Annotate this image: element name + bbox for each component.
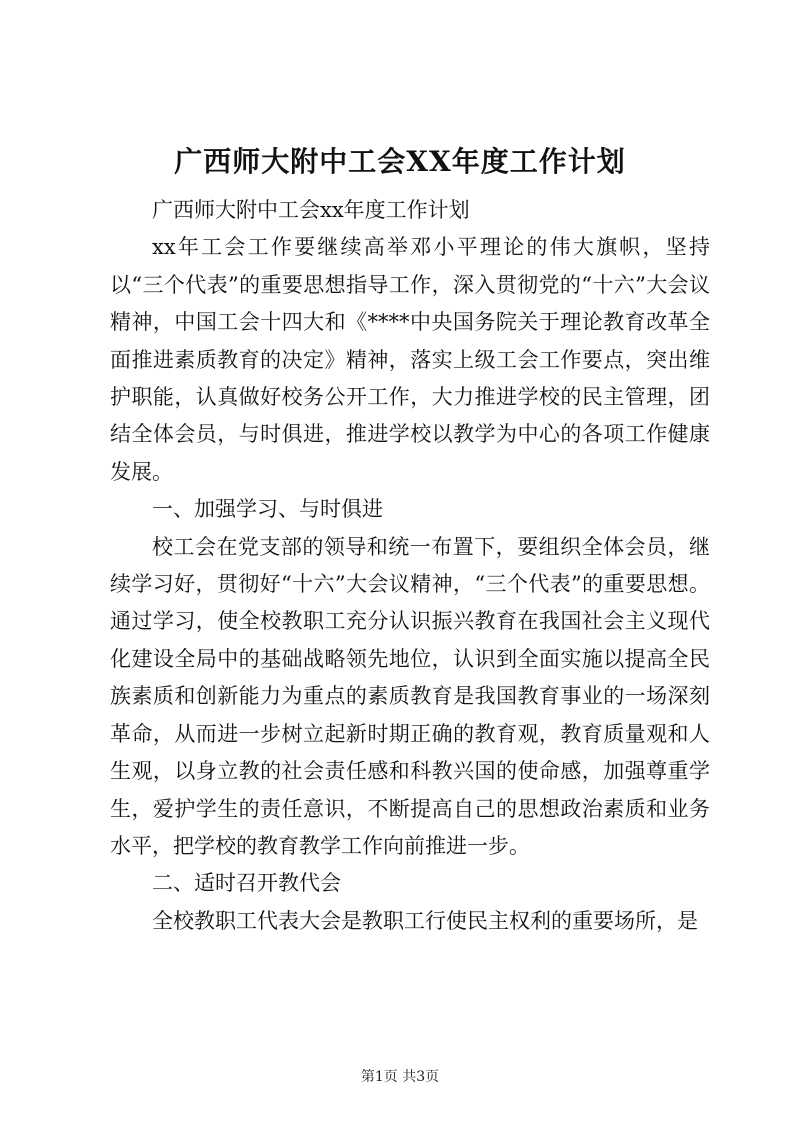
section-heading-1: 一、加强学习、与时俱进 — [152, 497, 383, 522]
section-2-paragraph: 全校教职工代表大会是教职工行使民主权利的重要场所，是 — [152, 908, 698, 933]
section-1-paragraph: 校工会在党支部的领导和统一布置下，要组织全体会员，继续学习好，贯彻好“十六”大会议精神，“三个代表”的重要思想。通过学习，使全校教职工充分认识振兴教育在我国社会主义现代化建设全局中的基础战略领先地位，认识到全面实施以提高全民族素质和创新能力为重点的素质教育是我国教育事业的一场深刻革命，从而进一步树立起新时期正确的教育观，教育质量观和人生观，以身立教的社会责任感和科教兴国的使命感，加强尊重学生，爱护学生的责任意识，不断提高自己的思想政治素质和业务水平，把学校的教育教学工作向前推进一步。 — [110, 534, 710, 858]
document-title: 广西师大附中工会XX年度工作计划 — [174, 145, 626, 178]
subtitle-paragraph: 广西师大附中工会xx年度工作计划 — [152, 198, 470, 222]
document-body — [110, 192, 710, 940]
section-heading-2: 二、适时召开教代会 — [152, 871, 341, 896]
page-footer: 第1页 共3页 — [360, 1069, 440, 1085]
intro-paragraph: xx年工会工作要继续高举邓小平理论的伟大旗帜，坚持以“三个代表”的重要思想指导工作，深入贯彻党的“十六”大会议精神，中国工会十四大和《****中央国务院关于理论教育改革全面推进素质教育的决定》精神，落实上级工会工作要点，突出维护职能，认真做好校务公开工作，大力推进学校的民主管理，团结全体会员，与时俱进，推进学校以教学为中心的各项工作健康发展。 — [110, 235, 710, 484]
